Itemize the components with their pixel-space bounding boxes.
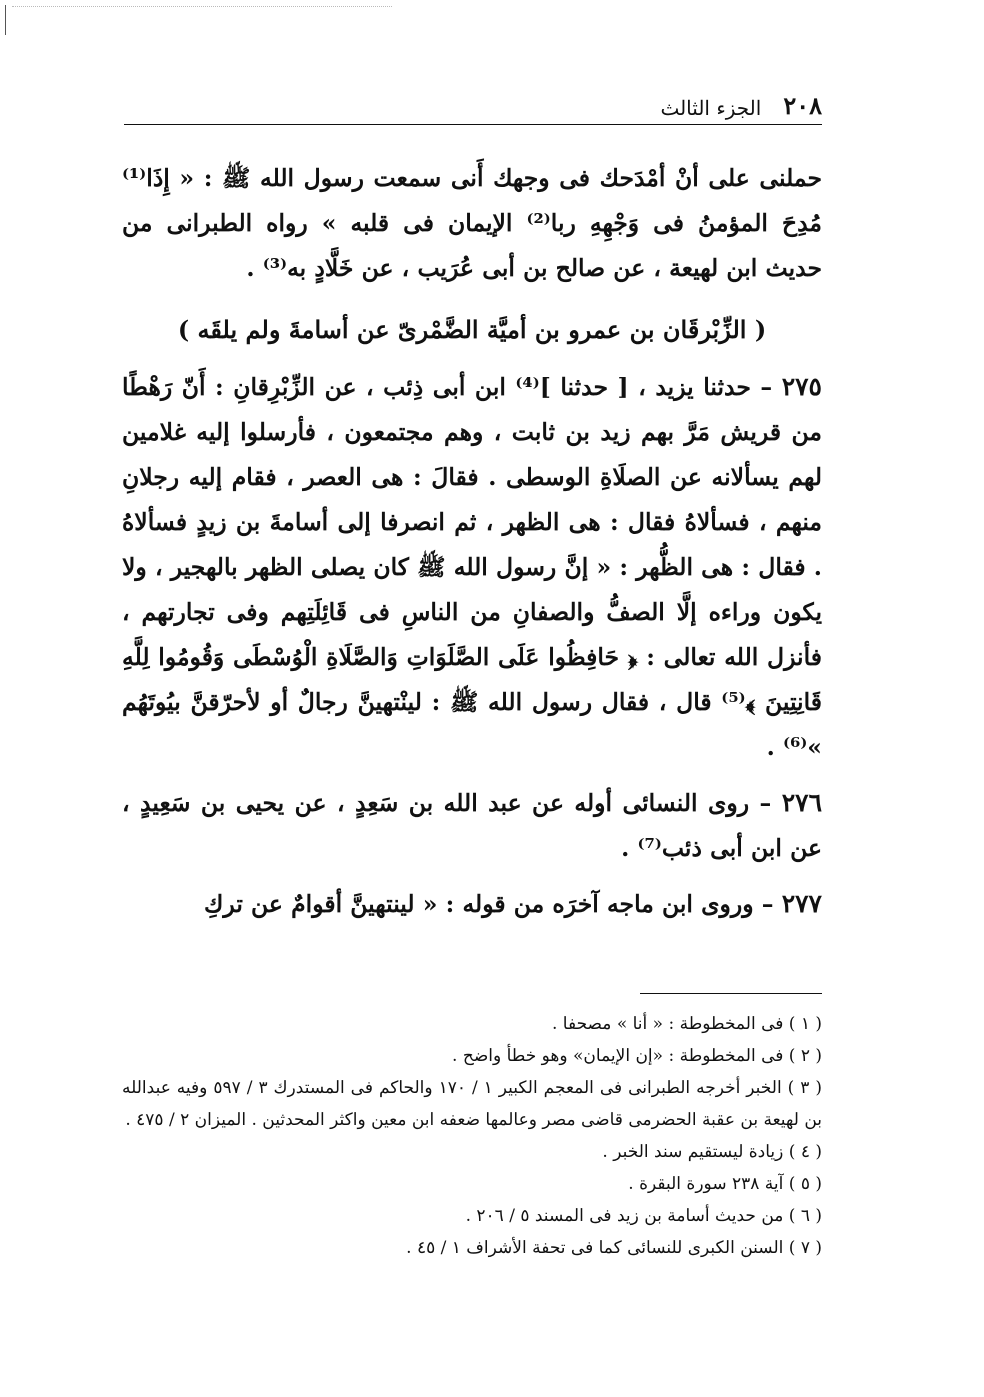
footnote-6: ( ٦ ) من حديث أسامة بن زيد فى المسند ٥ / ٢٠٦ . (465, 1206, 822, 1226)
footnote-3: ( ٣ ) الخبر أخرجه الطبرانى فى المعجم الكبير ١ / ١٧٠ والحاكم فى المستدرك ٣ / ٥٩٧ وفيه عبدالله بن لهيعة بن عقبة الحضرمى قاضى مصر وعالمها ضعفه ابن معين واكثر المحدثين . الميزان ٢ / ٤٧٥ . (122, 1078, 822, 1130)
section-heading: ( الزِّبْرقَان بن عمرو بن أميَّة الضَّمْرىّ عن أسامةَ ولم يلقَه ) (177, 315, 767, 344)
scan-edge-mark (5, 5, 6, 35)
footnote-5: ( ٥ ) آية ٢٣٨ سورة البقرة . (628, 1174, 822, 1194)
hadith-number: ٢٧٧ (781, 889, 822, 918)
running-title: الجزء الثالث (660, 96, 762, 120)
hadith-number: ٢٧٦ (781, 788, 823, 817)
hadith-dash: – (760, 373, 773, 401)
hadith-text: روى النسائى أوله عن عبد الله بن سَعِدٍ ، عن يحيى بن سَعِيدٍ ، عن ابن أبى ذئب⁽⁷⁾ . (122, 789, 822, 862)
main-text (122, 156, 822, 927)
footnote-1: ( ١ ) فى المخطوطة : « أنا » مصحفا . (552, 1014, 822, 1034)
paragraph-continuation: حملنى على أنْ أمْدَحك فى وجهك أَنى سمعت رسول الله ﷺ : « إِذَا⁽¹⁾ مُدِحَ المؤمنُ فى وَجْهِهِ ربا⁽²⁾ الإيمان فى قلبه » رواه الطبرانى من حديث ابن لهيعة ، عن صالح بن أبى عُرَيب ، عن خَلَّادٍ به⁽³⁾ . (122, 164, 822, 282)
page-number: ٢٠٨ (783, 91, 822, 120)
hadith-275 (122, 364, 822, 770)
page-header (122, 86, 822, 120)
scan-edge-dots (12, 6, 392, 7)
header-rule (124, 124, 822, 125)
footnote-2: ( ٢ ) فى المخطوطة : «إن الإيمان» وهو خطأ واضح . (452, 1046, 822, 1066)
hadith-number: ٢٧٥ (781, 372, 822, 401)
hadith-dash: – (759, 789, 772, 817)
footnotes (122, 1008, 822, 1264)
hadith-text: حدثنا يزيد ، [ حدثنا ]⁽⁴⁾ ابن أبى ذِئب ، عن الزِّبْرِقانِ : أَنّ رَهْطًا من قريش مَرَّ بهم زيد بن ثابت ، وهم مجتمعون ، فأرسلوا إليه غلامين لهم يسألانه عن الصلَاةِ الوسطى . فقالَ : هى العصر ، فقام إليه رجلانِ منهم ، فسألاهُ فقال : هى الظهر ، ثم انصرفا إلى أسامةَ بن زيدٍ فسألاهُ . فقال : هى الظُّهر : « إنَّ رسول الله ﷺ كان يصلى الظهر بالهجير ، ولا يكون وراءه إلَّا الصفُّ والصفانِ من الناسِ فى قَائِلَتِهم وفى تجارتهم ، فأنزل الله تعالى : ﴿ حَافِظُوا عَلَى الصَّلَوَاتِ وَالصَّلَاةِ الْوُسْطَى وَقُومُوا لِلَّهِ قَانِتِينَ ﴾⁽⁵⁾ قال ، فقال رسول الله ﷺ : لينْتهينَّ رجالٌ أو لأحرّقنَّ بيُوتَهُم »⁽⁶⁾ . (122, 373, 822, 761)
footnote-rule (640, 993, 822, 994)
footnote-7: ( ٧ ) السنن الكبرى للنسائى كما فى تحفة الأشراف ١ / ٤٥ . (406, 1238, 822, 1258)
hadith-276 (122, 780, 822, 871)
hadith-277 (122, 881, 822, 927)
footnote-4: ( ٤ ) زيادة ليستقيم سند الخبر . (602, 1142, 822, 1162)
hadith-text: وروى ابن ماجه آخرَه من قوله : « لينتهينَّ أقوامٌ عن تركِ (203, 890, 754, 918)
hadith-dash: – (761, 890, 774, 918)
